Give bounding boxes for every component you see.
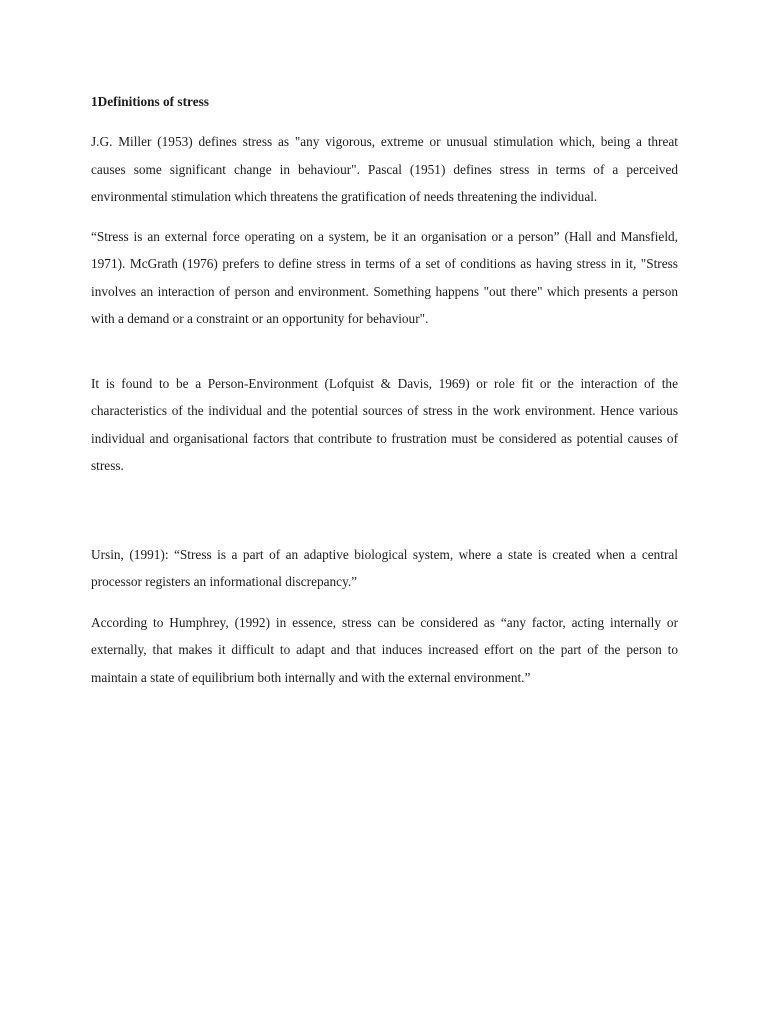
paragraph-miller-pascal: J.G. Miller (1953) defines stress as "any vigorous, extreme or unusual stimulation which, being a threat causes some significant change in behaviour". Pascal (1951) defines stress in terms of a perceived environmental stimulation which threatens the gratification of needs threatening the individual. bbox=[91, 134, 678, 204]
section-heading: 1Definitions of stress bbox=[91, 94, 209, 109]
document-body bbox=[91, 92, 678, 691]
paragraph-person-environment: It is found to be a Person-Environment (Lofquist & Davis, 1969) or role fit or the interaction of the characteristics of the individual and the potential sources of stress in the work environment. Hence various individual and organisational factors that contribute to frustration must be considered as potential causes of stress. bbox=[91, 375, 678, 473]
paragraph-ursin: Ursin, (1991): “Stress is a part of an adaptive biological system, where a state is created when a central processor registers an informational discrepancy.” bbox=[91, 546, 678, 589]
paragraph-humphrey: According to Humphrey, (1992) in essence, stress can be considered as “any factor, acting internally or externally, that makes it difficult to adapt and that induces increased effort on the part of the person to maintain a state of equilibrium both internally and with the external environment.” bbox=[91, 614, 678, 685]
paragraph-hall-mcgrath: “Stress is an external force operating on a system, be it an organisation or a person” (Hall and Mansfield, 1971). McGrath (1976) prefers to define stress in terms of a set of conditions as having stress in it, "Stress involves an interaction of person and environment. Something happens "out there" which presents a person with a demand or a constraint or an opportunity for behaviour". bbox=[91, 228, 678, 326]
